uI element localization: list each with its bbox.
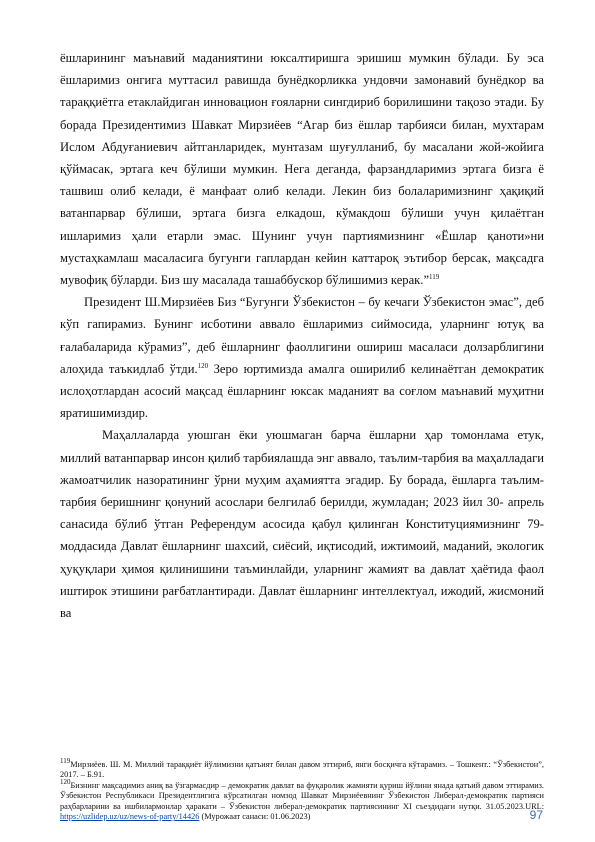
footnote-text: Бизнинг мақсадимиз аниқ ва ўзгармасдир – демократик давлат ва фуқаролик жамияти қуриш йўлини янада қатъий давом эттирамиз. Ўзбекистон Республикаси Президентлигига кўрсатилган номзод Шавкат Мирзиёевнинг Ўзбекистон Либерал-демократик партияси раҳбарларини ва ишбилармонлар ҳаракати – Ўзбекистон либерал-демократик партиясининг XI съездидаги нутқи. 31.05.2023.URL: xyxy=(60,780,544,811)
paragraph-1-text: ёшларининг маънавий маданиятини юксалтиришга эришиш мумкин бўлади. Бу эса ёшларимиз онгига муттасил равишда бунёдкорликка ундовчи замонавий бунёдкор ва тараққиётга етаклайдиган инновацион ғояларни сингдириб борилишини тақозо этади. Бу борада Президентимиз Шавкат Мирзиёев “Агар биз ёшлар тарбияси билан, мухтарам Ислом Абдуғаниевич айтганларидек, мунтазам шуғулланиб, бу масалани жой-жойига қўймасак, эртага кеч бўлиши мумкин. Нега деганда, фарзандларимиз эртага бизга ё ташвиш олиб келади, ё манфаат олиб келади. Лекин биз болаларимизнинг ҳақиқий ватанпарвар бўлиши, эртага бизга елкадош, кўмакдош бўлиши учун қилаётган ишларимиз ҳали етарли эмас. Шунинг учун партиямизнинг «Ёшлар қаноти»ни мустаҳкамлаш масаласига бугунги гаплардан кейин каттароқ эътибор берсак, мақсадга мувофиқ бўларди. Биз шу масалада ташаббускор бўлишимиз керак.” xyxy=(60,51,544,288)
footnote-ref-120[interactable]: 120 xyxy=(197,361,209,370)
footnote-119 xyxy=(60,757,544,781)
footnote-access-date: (Мурожаат санаси: 01.06.2023) xyxy=(199,812,311,822)
paragraph-1 xyxy=(60,47,544,291)
footnote-text: Мирзиёев. Ш. М. Миллий тараққиёт йўлимизни қатъият билан давом эттириб, янги босқичга кўтарамиз. – Тошкент.: “Ўзбекистон”, 2017. – Б.91. xyxy=(60,760,544,780)
footnote-120 xyxy=(60,778,544,823)
paragraph-3-text: Маҳаллаларда уюшган ёки уюшмаган барча ёшларни ҳар томонлама етук, миллий ватанпарвар инсон қилиб тарбиялашда энг аввало, таълим-тарбия ва маҳалладаги жамоатчилик назоратининг ўрни муҳим аҳамиятта эгадир. Бу борада, ёшларга таълим-тарбия беришнинг қонуний асослари белгилаб берилди, жумладан; 2023 йил 30- апрель санасида бўлиб ўтган Референдум асосида қабул қилинган Конституциямизнинг 79-моддасида Давлат ёшларнинг шахсий, сиёсий, иқтисодий, ижтимоий, маданий, экологик ҳуқуқлари ҳимоя қилинишини таъминлайди, уларнинг жамият ва давлат ҳаётида фаол иштирок этишини рағбатлантиради. Давлат ёшларнинг интеллектуал, ижодий, жисмоний ва xyxy=(60,428,544,621)
footnote-url-link[interactable]: https://uzlidep.uz/uz/news-of-party/14426 xyxy=(60,812,200,822)
footnotes xyxy=(60,757,544,822)
footnote-number: 119 xyxy=(60,757,71,766)
page-number: 97 xyxy=(529,808,543,822)
footnote-number: 120 xyxy=(60,778,71,787)
paragraph-2-text: Президент Ш.Мирзиёев Биз “Бугунги Ўзбекистон – бу кечаги Ўзбекистон эмас”, деб кўп гапирамиз. Бунинг исботини аввало ёшларимиз сиймосида, уларнинг ютуқ ва ғалабаларида кўрамиз”, деб ёшларнинг фаоллигини ошириш масаласи долзарблигини алоҳида таъкидлаб ўтди. xyxy=(60,295,544,376)
paragraph-2 xyxy=(60,291,544,424)
main-text xyxy=(60,47,544,624)
paragraph-2-text-cont: Зеро юртимизда амалга оширилиб келинаётган демократик ислоҳотлардан асосий мақсад ёшларнинг юксак маданият ва соғлом маънавий муҳитни яратишимиздир. xyxy=(60,361,544,421)
footnote-ref-119[interactable]: 119 xyxy=(429,272,440,281)
paragraph-3 xyxy=(60,424,544,624)
